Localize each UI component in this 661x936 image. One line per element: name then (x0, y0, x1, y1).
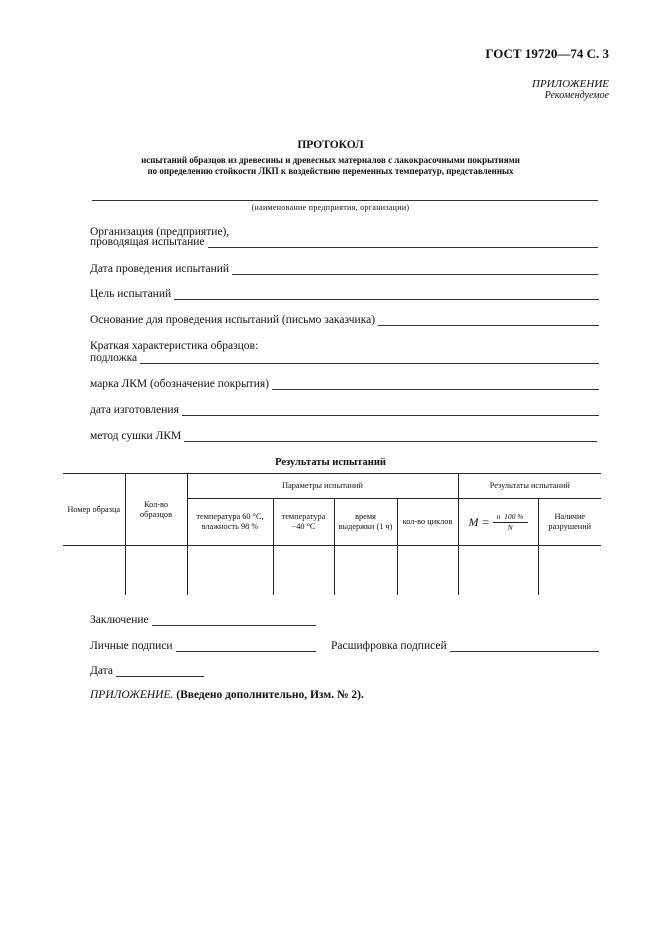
org-input-line[interactable] (208, 236, 598, 248)
signatures-field[interactable] (90, 640, 316, 652)
brief-label: Краткая характеристика образцов: (90, 340, 259, 352)
formula-pct: 100 % (504, 511, 524, 521)
damage-header: Наличие разрушений (538, 499, 601, 546)
conclusion-label: Заключение (90, 614, 149, 626)
footer-date-label: Дата (90, 665, 113, 677)
results-group-header: Результаты испытаний (458, 474, 601, 499)
conclusion-field[interactable] (90, 614, 316, 626)
org-label-1: Организация (предприятие), (90, 226, 230, 238)
signatures-label: Личные подписи (90, 640, 173, 652)
formula-n: n (496, 511, 501, 521)
param-temp40-header: температура −40 °С (273, 499, 334, 546)
col-number-header: Номер образца (63, 474, 125, 546)
basis-line[interactable] (378, 314, 599, 326)
col-count-header: Кол-во образцов (125, 474, 187, 546)
drying-field[interactable] (90, 430, 597, 442)
formula-fraction (493, 512, 528, 533)
gost-header: ГОСТ 19720—74 С. 3 (485, 46, 609, 61)
org-label-2: проводящая испытание (90, 236, 205, 248)
appendix-note-bold: (Введено дополнительно, Изм. № 2). (176, 689, 364, 701)
param-temp60-header: температура 60 °С, влажность 98 % (187, 499, 273, 546)
goal-label: Цель испытаний (90, 288, 172, 300)
decoding-field[interactable] (331, 640, 599, 652)
formula-header (458, 499, 538, 546)
table-row (63, 546, 601, 596)
param-cycles-header: кол-во циклов (397, 499, 458, 546)
footer-date-field[interactable] (90, 665, 204, 677)
protocol-subtitle-2: по определению стойкости ЛКП к воздействию переменных температур, представленных (147, 166, 514, 176)
substrate-field[interactable] (90, 352, 599, 364)
footer-date-line[interactable] (116, 665, 204, 677)
params-group-header: Параметры испытаний (187, 474, 458, 499)
cell-count[interactable] (125, 546, 187, 596)
org-name-caption: (наименование предприятия, организации) (251, 203, 410, 212)
formula-m: M = (468, 515, 490, 529)
cell-temp60[interactable] (187, 546, 273, 596)
cell-number[interactable] (63, 546, 125, 596)
signatures-line[interactable] (176, 640, 316, 652)
cell-cycles[interactable] (397, 546, 458, 596)
cell-temp40[interactable] (273, 546, 334, 596)
protocol-subtitle-1: испытаний образцов из древесины и древесных материалов с лакокрасочными покрытиями (141, 155, 520, 165)
goal-field[interactable] (90, 288, 599, 300)
test-date-field[interactable] (90, 263, 598, 275)
formula-N: N (507, 522, 513, 532)
appendix-note-italic: ПРИЛОЖЕНИЕ. (90, 689, 174, 701)
appendix-note (90, 689, 364, 701)
results-title: Результаты испытаний (275, 457, 386, 468)
goal-line[interactable] (174, 288, 599, 300)
param-time-header: время выдержки (1 ч) (334, 499, 397, 546)
brand-field[interactable] (90, 378, 599, 390)
decoding-label: Расшифровка подписей (331, 640, 447, 652)
made-line[interactable] (182, 404, 599, 416)
drying-line[interactable] (184, 430, 597, 442)
made-label: дата изготовления (90, 404, 179, 416)
org-field[interactable] (90, 236, 598, 248)
conclusion-line[interactable] (152, 614, 316, 626)
substrate-line[interactable] (140, 352, 599, 364)
appendix-label: ПРИЛОЖЕНИЕ (532, 78, 609, 90)
brand-line[interactable] (272, 378, 599, 390)
basis-field[interactable] (90, 314, 599, 326)
recommended-label: Рекомендуемое (544, 90, 609, 101)
protocol-title: ПРОТОКОЛ (297, 139, 364, 151)
cell-m[interactable] (458, 546, 538, 596)
test-date-label: Дата проведения испытаний (90, 263, 230, 275)
substrate-label: подложка (90, 352, 138, 364)
test-date-line[interactable] (232, 263, 598, 275)
results-table (63, 473, 601, 595)
cell-damage[interactable] (538, 546, 601, 596)
formula (469, 512, 528, 533)
brand-label: марка ЛКМ (обозначение покрытия) (90, 378, 269, 390)
cell-time[interactable] (334, 546, 397, 596)
made-field[interactable] (90, 404, 599, 416)
basis-label: Основание для проведения испытаний (письмо заказчика) (90, 314, 376, 326)
decoding-line[interactable] (450, 640, 599, 652)
drying-label: метод сушки ЛКМ (90, 430, 182, 442)
org-name-line[interactable] (92, 200, 598, 201)
